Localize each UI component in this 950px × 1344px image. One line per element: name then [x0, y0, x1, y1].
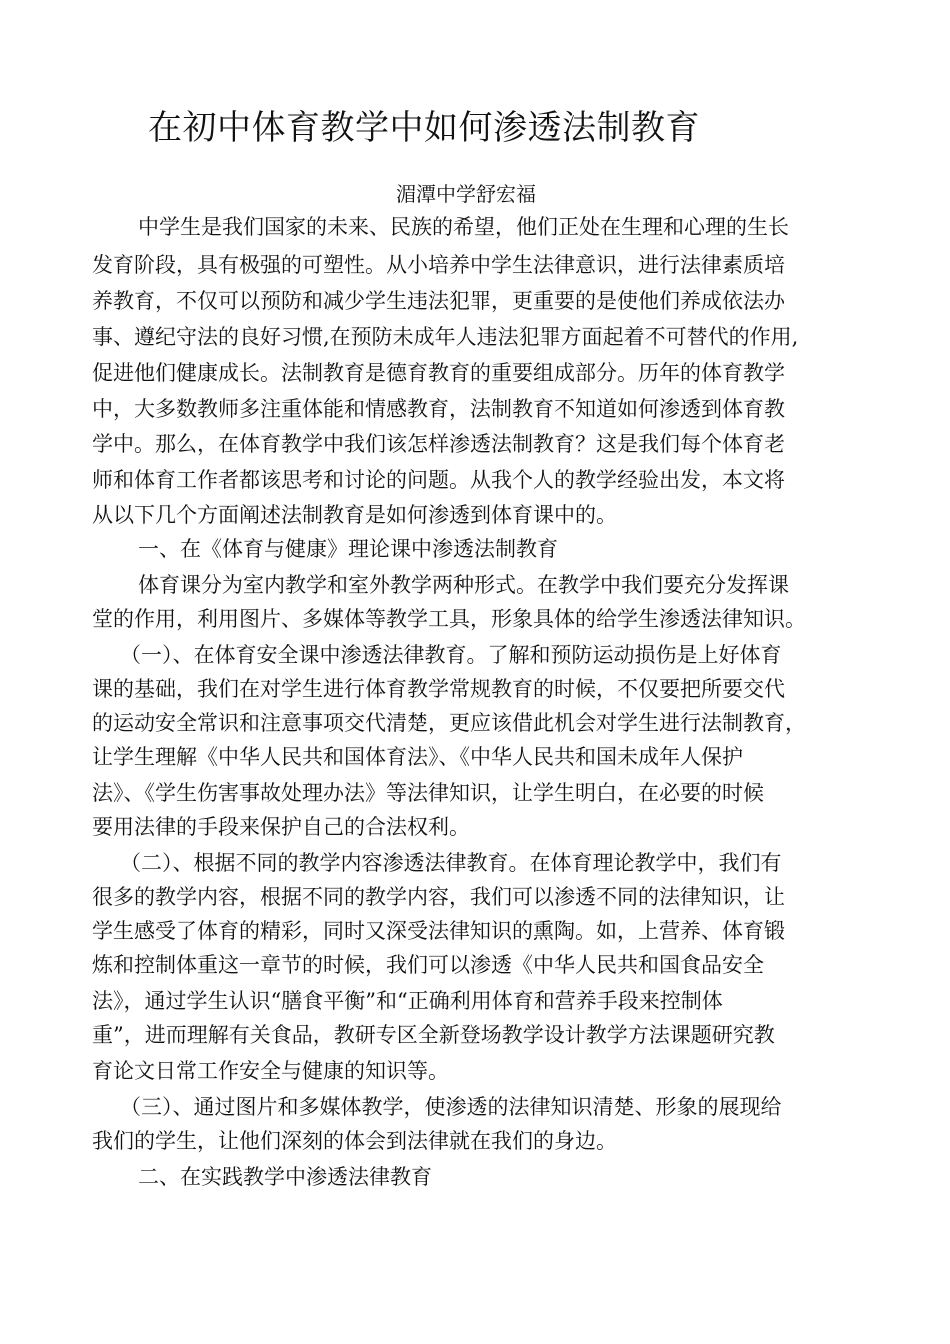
- body-line: 养教育，不仅可以预防和减少学生违法犯罪，更重要的是使他们养成依法办: [92, 289, 785, 313]
- body-line: 促进他们健康成长。法制教育是德育教育的重要组成部分。历年的体育教学: [92, 361, 785, 385]
- body-line: 学中。那么，在体育教学中我们该怎样渗透法制教育？这是我们每个体育老: [92, 432, 785, 456]
- subsection-line: （三）、通过图片和多媒体教学，使渗透的法律知识清楚、形象的展现给: [120, 1095, 782, 1119]
- body-line: 我们的学生，让他们深刻的体会到法律就在我们的身边。: [92, 1129, 617, 1153]
- body-line: 中学生是我们国家的未来、民族的希望，他们正处在生理和心理的生长: [138, 215, 789, 239]
- body-line: 发育阶段，具有极强的可塑性。从小培养中学生法律意识，进行法律素质培: [92, 253, 785, 277]
- document-title: 在初中体育教学中如何渗透法制教育: [148, 108, 700, 148]
- body-line: 的运动安全常识和注意事项交代清楚，更应该借此机会对学生进行法制教育，: [92, 711, 806, 735]
- body-line: 重”，进而理解有关食品，教研专区全新登场教学设计教学方法课题研究教: [92, 1023, 775, 1047]
- body-line: 法》、《学生伤害事故处理办法》等法律知识，让学生明白，在必要的时候: [92, 781, 764, 805]
- subsection-line: （二）、根据不同的教学内容渗透法律教育。在体育理论教学中，我们有: [120, 851, 782, 875]
- section-heading: 一、在《体育与健康》理论课中渗透法制教育: [138, 537, 558, 561]
- body-line: 中，大多数教师多注重体能和情感教育，法制教育不知道如何渗透到体育教: [92, 397, 785, 421]
- body-line: 学生感受了体育的精彩，同时又深受法律知识的熏陶。如，上营养、体育锻: [92, 919, 785, 943]
- body-line: 法》，通过学生认识“膳食平衡”和“正确利用体育和营养手段来控制体: [92, 989, 723, 1013]
- body-line: 事、遵纪守法的良好习惯,在预防未成年人违法犯罪方面起着不可替代的作用,: [92, 325, 799, 349]
- body-line: 让学生理解《中华人民共和国体育法》、《中华人民共和国未成年人保护: [92, 745, 743, 769]
- document-author: 湄潭中学舒宏福: [396, 182, 536, 206]
- body-line: 很多的教学内容，根据不同的教学内容，我们可以渗透不同的法律知识，让: [92, 885, 785, 909]
- body-line: 师和体育工作者都该思考和讨论的问题。从我个人的教学经验出发，本文将: [92, 468, 785, 492]
- body-line: 体育课分为室内教学和室外教学两种形式。在教学中我们要充分发挥课: [138, 573, 789, 597]
- body-line: 育论文日常工作安全与健康的知识等。: [92, 1059, 449, 1083]
- section-heading: 二、在实践教学中渗透法律教育: [138, 1165, 432, 1189]
- body-line: 课的基础，我们在对学生进行体育教学常规教育的时候，不仅要把所要交代: [92, 677, 785, 701]
- subsection-line: （一）、在体育安全课中渗透法律教育。了解和预防运动损伤是上好体育: [120, 643, 782, 667]
- body-line: 炼和控制体重这一章节的时候，我们可以渗透《中华人民共和国食品安全: [92, 953, 764, 977]
- body-line: 要用法律的手段来保护自己的合法权利。: [92, 815, 470, 839]
- body-line: 堂的作用，利用图片、多媒体等教学工具，形象具体的给学生渗透法律知识。: [92, 607, 806, 631]
- body-line: 从以下几个方面阐述法制教育是如何渗透到体育课中的。: [92, 503, 617, 527]
